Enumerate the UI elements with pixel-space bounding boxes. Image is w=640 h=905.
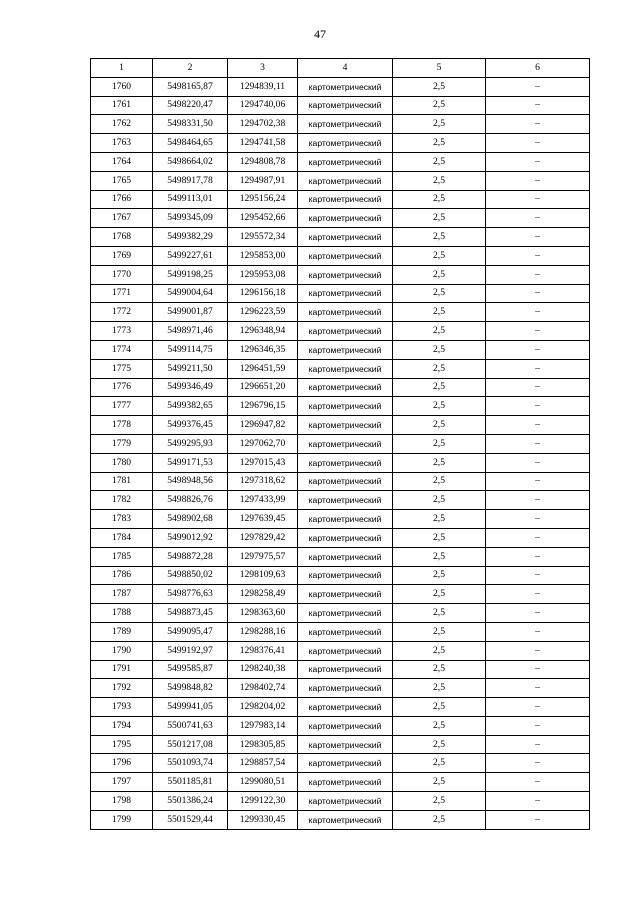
point-number-cell: 1772 [91,303,153,322]
accuracy-cell: 2,5 [393,190,486,209]
method-cell: картометрический [298,679,393,698]
y-coordinate-cell: 1296346,35 [228,340,298,359]
method-cell: картометрический [298,716,393,735]
accuracy-cell: 2,5 [393,228,486,247]
y-coordinate-cell: 1295452,66 [228,209,298,228]
method-cell: картометрический [298,641,393,660]
note-cell: – [486,491,590,510]
y-coordinate-cell: 1296947,82 [228,416,298,435]
accuracy-cell: 2,5 [393,265,486,284]
table-row [91,472,590,491]
method-cell: картометрический [298,134,393,153]
note-cell: – [486,359,590,378]
point-number-cell: 1760 [91,77,153,96]
point-number-cell: 1768 [91,228,153,247]
x-coordinate-cell: 5499012,92 [153,528,228,547]
y-coordinate-cell: 1297062,70 [228,434,298,453]
point-number-cell: 1762 [91,115,153,134]
header-cell: 5 [393,59,486,78]
method-cell: картометрический [298,585,393,604]
y-coordinate-cell: 1296156,18 [228,284,298,303]
point-number-cell: 1798 [91,792,153,811]
x-coordinate-cell: 5498220,47 [153,96,228,115]
table-row [91,510,590,529]
x-coordinate-cell: 5498917,78 [153,171,228,190]
y-coordinate-cell: 1298857,54 [228,754,298,773]
y-coordinate-cell: 1297983,14 [228,716,298,735]
method-cell: картометрический [298,491,393,510]
table-row [91,378,590,397]
note-cell: – [486,754,590,773]
table-row [91,566,590,585]
accuracy-cell: 2,5 [393,528,486,547]
point-number-cell: 1769 [91,246,153,265]
table-row [91,585,590,604]
accuracy-cell: 2,5 [393,96,486,115]
note-cell: – [486,716,590,735]
table-row [91,547,590,566]
y-coordinate-cell: 1298305,85 [228,735,298,754]
x-coordinate-cell: 5499095,47 [153,622,228,641]
point-number-cell: 1767 [91,209,153,228]
y-coordinate-cell: 1298376,41 [228,641,298,660]
y-coordinate-cell: 1298109,63 [228,566,298,585]
table-row [91,77,590,96]
table-row [91,716,590,735]
table-row [91,641,590,660]
x-coordinate-cell: 5499211,50 [153,359,228,378]
table-row [91,754,590,773]
y-coordinate-cell: 1296796,15 [228,397,298,416]
x-coordinate-cell: 5499346,49 [153,378,228,397]
point-number-cell: 1788 [91,604,153,623]
point-number-cell: 1783 [91,510,153,529]
note-cell: – [486,810,590,829]
x-coordinate-cell: 5498664,02 [153,152,228,171]
point-number-cell: 1787 [91,585,153,604]
y-coordinate-cell: 1299330,45 [228,810,298,829]
point-number-cell: 1797 [91,773,153,792]
x-coordinate-cell: 5499376,45 [153,416,228,435]
method-cell: картометрический [298,735,393,754]
table-row [91,604,590,623]
point-number-cell: 1781 [91,472,153,491]
note-cell: – [486,547,590,566]
method-cell: картометрический [298,660,393,679]
note-cell: – [486,171,590,190]
x-coordinate-cell: 5499198,25 [153,265,228,284]
note-cell: – [486,246,590,265]
note-cell: – [486,115,590,134]
y-coordinate-cell: 1297015,43 [228,453,298,472]
y-coordinate-cell: 1296651,20 [228,378,298,397]
point-number-cell: 1761 [91,96,153,115]
table-row [91,359,590,378]
point-number-cell: 1794 [91,716,153,735]
table-row [91,397,590,416]
note-cell: – [486,792,590,811]
point-number-cell: 1785 [91,547,153,566]
x-coordinate-cell: 5498165,87 [153,77,228,96]
method-cell: картометрический [298,359,393,378]
method-cell: картометрический [298,96,393,115]
point-number-cell: 1782 [91,491,153,510]
x-coordinate-cell: 5499227,61 [153,246,228,265]
x-coordinate-cell: 5499382,65 [153,397,228,416]
method-cell: картометрический [298,754,393,773]
accuracy-cell: 2,5 [393,359,486,378]
point-number-cell: 1784 [91,528,153,547]
method-cell: картометрический [298,434,393,453]
table-row [91,265,590,284]
method-cell: картометрический [298,340,393,359]
accuracy-cell: 2,5 [393,472,486,491]
y-coordinate-cell: 1295156,24 [228,190,298,209]
accuracy-cell: 2,5 [393,660,486,679]
accuracy-cell: 2,5 [393,510,486,529]
accuracy-cell: 2,5 [393,491,486,510]
table-row [91,491,590,510]
accuracy-cell: 2,5 [393,585,486,604]
method-cell: картометрический [298,115,393,134]
accuracy-cell: 2,5 [393,754,486,773]
y-coordinate-cell: 1297975,57 [228,547,298,566]
x-coordinate-cell: 5501386,24 [153,792,228,811]
y-coordinate-cell: 1298240,38 [228,660,298,679]
note-cell: – [486,434,590,453]
note-cell: – [486,134,590,153]
method-cell: картометрический [298,209,393,228]
x-coordinate-cell: 5498971,46 [153,322,228,341]
method-cell: картометрический [298,566,393,585]
method-cell: картометрический [298,547,393,566]
table-row [91,416,590,435]
y-coordinate-cell: 1295572,34 [228,228,298,247]
point-number-cell: 1766 [91,190,153,209]
x-coordinate-cell: 5501185,81 [153,773,228,792]
table-row [91,322,590,341]
x-coordinate-cell: 5498850,02 [153,566,228,585]
table-row [91,792,590,811]
x-coordinate-cell: 5499001,87 [153,303,228,322]
table-row [91,209,590,228]
accuracy-cell: 2,5 [393,115,486,134]
accuracy-cell: 2,5 [393,773,486,792]
x-coordinate-cell: 5499113,01 [153,190,228,209]
point-number-cell: 1775 [91,359,153,378]
accuracy-cell: 2,5 [393,735,486,754]
y-coordinate-cell: 1295853,00 [228,246,298,265]
accuracy-cell: 2,5 [393,622,486,641]
note-cell: – [486,698,590,717]
x-coordinate-cell: 5499004,64 [153,284,228,303]
method-cell: картометрический [298,416,393,435]
x-coordinate-cell: 5499192,97 [153,641,228,660]
accuracy-cell: 2,5 [393,453,486,472]
note-cell: – [486,679,590,698]
point-number-cell: 1778 [91,416,153,435]
method-cell: картометрический [298,246,393,265]
table-row [91,660,590,679]
point-number-cell: 1789 [91,622,153,641]
note-cell: – [486,773,590,792]
note-cell: – [486,528,590,547]
table-row [91,773,590,792]
note-cell: – [486,416,590,435]
table-row [91,679,590,698]
header-cell: 2 [153,59,228,78]
y-coordinate-cell: 1296451,59 [228,359,298,378]
method-cell: картометрический [298,528,393,547]
x-coordinate-cell: 5498872,28 [153,547,228,566]
accuracy-cell: 2,5 [393,566,486,585]
x-coordinate-cell: 5498331,50 [153,115,228,134]
x-coordinate-cell: 5498776,63 [153,585,228,604]
x-coordinate-cell: 5501217,08 [153,735,228,754]
accuracy-cell: 2,5 [393,547,486,566]
y-coordinate-cell: 1298204,02 [228,698,298,717]
table-row [91,698,590,717]
note-cell: – [486,622,590,641]
point-number-cell: 1795 [91,735,153,754]
note-cell: – [486,735,590,754]
note-cell: – [486,77,590,96]
point-number-cell: 1763 [91,134,153,153]
method-cell: картометрический [298,322,393,341]
header-cell: 1 [91,59,153,78]
table-row [91,434,590,453]
x-coordinate-cell: 5498464,65 [153,134,228,153]
method-cell: картометрический [298,378,393,397]
note-cell: – [486,510,590,529]
point-number-cell: 1799 [91,810,153,829]
note-cell: – [486,152,590,171]
method-cell: картометрический [298,77,393,96]
y-coordinate-cell: 1297318,62 [228,472,298,491]
x-coordinate-cell: 5499295,93 [153,434,228,453]
point-number-cell: 1770 [91,265,153,284]
note-cell: – [486,322,590,341]
table-row [91,96,590,115]
y-coordinate-cell: 1294740,06 [228,96,298,115]
point-number-cell: 1774 [91,340,153,359]
note-cell: – [486,284,590,303]
accuracy-cell: 2,5 [393,810,486,829]
y-coordinate-cell: 1294987,91 [228,171,298,190]
table-row [91,152,590,171]
note-cell: – [486,209,590,228]
method-cell: картометрический [298,190,393,209]
accuracy-cell: 2,5 [393,134,486,153]
method-cell: картометрический [298,792,393,811]
accuracy-cell: 2,5 [393,246,486,265]
table-row [91,171,590,190]
accuracy-cell: 2,5 [393,378,486,397]
y-coordinate-cell: 1298402,74 [228,679,298,698]
note-cell: – [486,397,590,416]
note-cell: – [486,228,590,247]
y-coordinate-cell: 1296223,59 [228,303,298,322]
note-cell: – [486,472,590,491]
page-number: 47 [314,27,326,41]
header-cell: 6 [486,59,590,78]
method-cell: картометрический [298,472,393,491]
accuracy-cell: 2,5 [393,303,486,322]
accuracy-cell: 2,5 [393,604,486,623]
point-number-cell: 1791 [91,660,153,679]
accuracy-cell: 2,5 [393,641,486,660]
y-coordinate-cell: 1296348,94 [228,322,298,341]
point-number-cell: 1793 [91,698,153,717]
y-coordinate-cell: 1294702,38 [228,115,298,134]
table-body [91,77,590,829]
note-cell: – [486,566,590,585]
point-number-cell: 1771 [91,284,153,303]
point-number-cell: 1790 [91,641,153,660]
y-coordinate-cell: 1295953,08 [228,265,298,284]
x-coordinate-cell: 5498948,56 [153,472,228,491]
header-row [91,59,590,78]
point-number-cell: 1777 [91,397,153,416]
x-coordinate-cell: 5498873,45 [153,604,228,623]
y-coordinate-cell: 1297639,45 [228,510,298,529]
y-coordinate-cell: 1299080,51 [228,773,298,792]
x-coordinate-cell: 5499941,05 [153,698,228,717]
point-number-cell: 1786 [91,566,153,585]
method-cell: картометрический [298,303,393,322]
note-cell: – [486,378,590,397]
table-row [91,134,590,153]
accuracy-cell: 2,5 [393,792,486,811]
point-number-cell: 1773 [91,322,153,341]
table-row [91,190,590,209]
table-row [91,622,590,641]
header-cell: 4 [298,59,393,78]
accuracy-cell: 2,5 [393,77,486,96]
coordinates-table [90,58,590,830]
accuracy-cell: 2,5 [393,322,486,341]
header-cell: 3 [228,59,298,78]
note-cell: – [486,96,590,115]
accuracy-cell: 2,5 [393,340,486,359]
table-row [91,303,590,322]
point-number-cell: 1780 [91,453,153,472]
note-cell: – [486,265,590,284]
method-cell: картометрический [298,397,393,416]
note-cell: – [486,453,590,472]
accuracy-cell: 2,5 [393,416,486,435]
method-cell: картометрический [298,284,393,303]
y-coordinate-cell: 1294808,78 [228,152,298,171]
accuracy-cell: 2,5 [393,679,486,698]
method-cell: картометрический [298,152,393,171]
note-cell: – [486,604,590,623]
table-row [91,115,590,134]
method-cell: картометрический [298,453,393,472]
y-coordinate-cell: 1298258,49 [228,585,298,604]
table-row [91,228,590,247]
accuracy-cell: 2,5 [393,698,486,717]
method-cell: картометрический [298,171,393,190]
table-row [91,528,590,547]
x-coordinate-cell: 5499114,75 [153,340,228,359]
x-coordinate-cell: 5498902,68 [153,510,228,529]
point-number-cell: 1792 [91,679,153,698]
x-coordinate-cell: 5499848,82 [153,679,228,698]
note-cell: – [486,303,590,322]
accuracy-cell: 2,5 [393,152,486,171]
accuracy-cell: 2,5 [393,397,486,416]
y-coordinate-cell: 1299122,30 [228,792,298,811]
note-cell: – [486,641,590,660]
x-coordinate-cell: 5499585,87 [153,660,228,679]
accuracy-cell: 2,5 [393,284,486,303]
accuracy-cell: 2,5 [393,209,486,228]
point-number-cell: 1776 [91,378,153,397]
table-row [91,246,590,265]
x-coordinate-cell: 5499171,53 [153,453,228,472]
table-row [91,284,590,303]
table-row [91,340,590,359]
table-header [91,59,590,78]
point-number-cell: 1796 [91,754,153,773]
y-coordinate-cell: 1294839,11 [228,77,298,96]
note-cell: – [486,660,590,679]
table-row [91,453,590,472]
point-number-cell: 1765 [91,171,153,190]
method-cell: картометрический [298,773,393,792]
x-coordinate-cell: 5501093,74 [153,754,228,773]
point-number-cell: 1779 [91,434,153,453]
method-cell: картометрический [298,622,393,641]
point-number-cell: 1764 [91,152,153,171]
note-cell: – [486,340,590,359]
x-coordinate-cell: 5500741,63 [153,716,228,735]
x-coordinate-cell: 5498826,76 [153,491,228,510]
note-cell: – [486,585,590,604]
note-cell: – [486,190,590,209]
y-coordinate-cell: 1297829,42 [228,528,298,547]
x-coordinate-cell: 5499382,29 [153,228,228,247]
x-coordinate-cell: 5499345,09 [153,209,228,228]
y-coordinate-cell: 1298288,16 [228,622,298,641]
accuracy-cell: 2,5 [393,716,486,735]
table-row [91,810,590,829]
accuracy-cell: 2,5 [393,171,486,190]
x-coordinate-cell: 5501529,44 [153,810,228,829]
y-coordinate-cell: 1297433,99 [228,491,298,510]
y-coordinate-cell: 1298363,60 [228,604,298,623]
method-cell: картометрический [298,698,393,717]
method-cell: картометрический [298,810,393,829]
method-cell: картометрический [298,228,393,247]
method-cell: картометрический [298,265,393,284]
table-row [91,735,590,754]
y-coordinate-cell: 1294741,58 [228,134,298,153]
method-cell: картометрический [298,510,393,529]
method-cell: картометрический [298,604,393,623]
accuracy-cell: 2,5 [393,434,486,453]
